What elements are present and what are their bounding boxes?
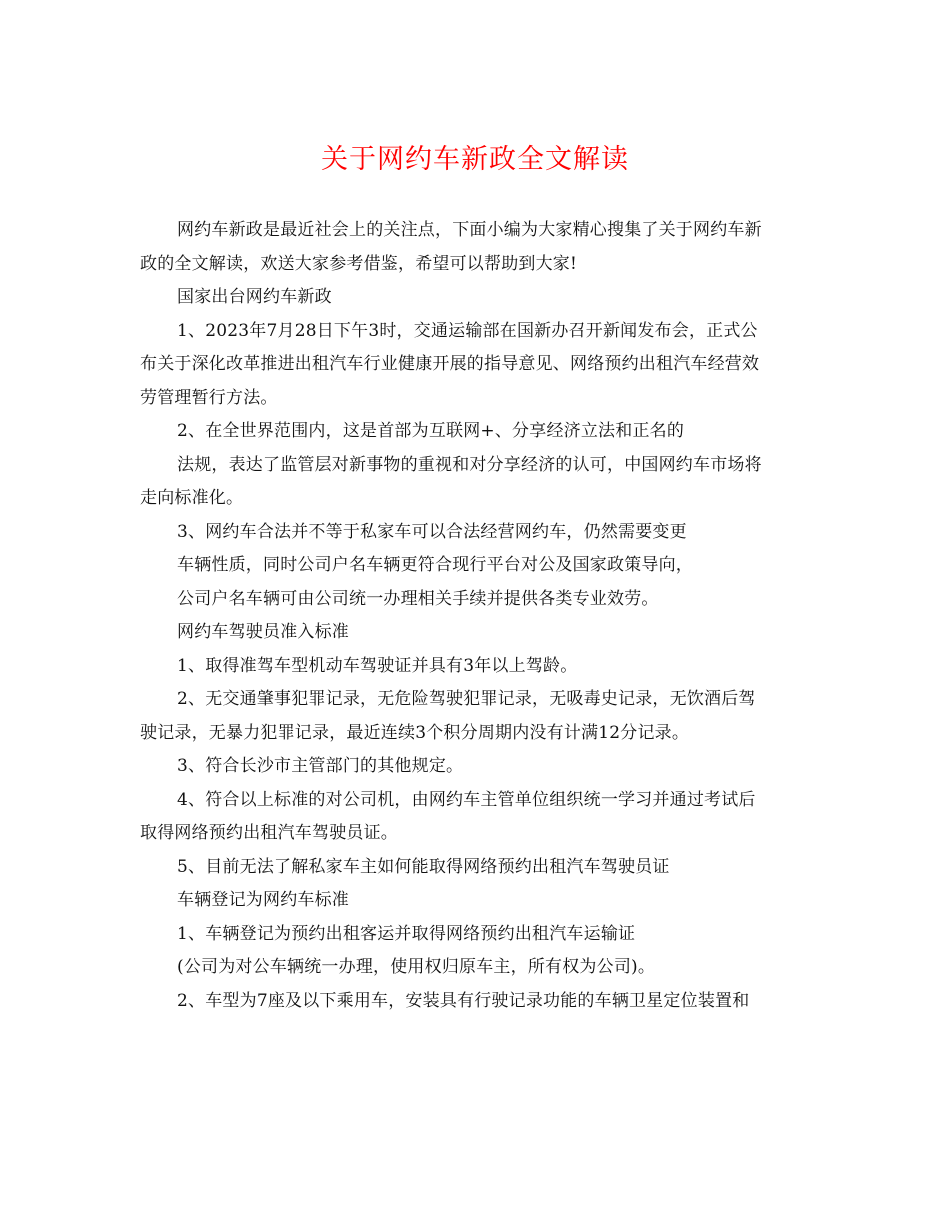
- paragraph-line: 布关于深化改革推进出租汽车行业健康开展的指导意见、网络预约出租汽车经营效: [140, 354, 760, 374]
- paragraph-line: 2、无交通肇事犯罪记录，无危险驾驶犯罪记录，无吸毒史记录，无饮酒后驾: [177, 689, 756, 709]
- paragraph-line: 2、在全世界范围内，这是首部为互联网+、分享经济立法和正名的: [177, 421, 685, 441]
- paragraph-line: 5、目前无法了解私家车主如何能取得网络预约出租汽车驾驶员证: [177, 856, 670, 877]
- paragraph-line: 3、网约车合法并不等于私家车可以合法经营网约车，仍然需要变更: [177, 521, 687, 542]
- document-title: 关于网约车新政全文解读: [321, 144, 629, 175]
- paragraph-line: 1、车辆登记为预约出租客运并取得网络预约出租汽车运输证: [177, 923, 636, 944]
- paragraph-line: 国家出台网约车新政: [177, 287, 332, 307]
- paragraph-line: 劳管理暂行方法。: [140, 387, 278, 408]
- paragraph-line: 法规，表达了监管层对新事物的重视和对分享经济的认可，中国网约车市场将: [177, 454, 762, 475]
- paragraph-line: 3、符合长沙市主管部门的其他规定。: [177, 756, 464, 776]
- paragraph-line: 网约车新政是最近社会上的关注点，下面小编为大家精心搜集了关于网约车新: [177, 220, 762, 240]
- paragraph-line: 1、取得准驾车型机动车驾驶证并具有3年以上驾龄。: [177, 655, 578, 676]
- paragraph-line: 驶记录，无暴力犯罪记录，最近连续3个积分周期内没有计满12分记录。: [140, 722, 690, 743]
- paragraph-line: (公司为对公车辆统一办理，使用权归原车主，所有权为公司)。: [177, 957, 656, 977]
- paragraph-line: 公司户名车辆可由公司统一办理相关手续并提供各类专业效劳。: [177, 588, 659, 609]
- document-body: [140, 214, 810, 1018]
- paragraph-line: 网约车驾驶员准入标准: [177, 622, 349, 642]
- paragraph-line: 1、2023年7月28日下午3时，交通运输部在国新办召开新闻发布会，正式公: [177, 320, 758, 341]
- paragraph-line: 走向标准化。: [140, 488, 244, 508]
- paragraph-line: 取得网络预约出租汽车驾驶员证。: [140, 823, 398, 843]
- paragraph-line: 2、车型为7座及以下乘用车，安装具有行驶记录功能的车辆卫星定位装置和: [177, 990, 750, 1011]
- paragraph-line: 车辆登记为网约车标准: [177, 890, 349, 910]
- paragraph-line: 政的全文解读，欢送大家参考借鉴，希望可以帮助到大家!: [140, 253, 578, 274]
- paragraph-line: 车辆性质，同时公司户名车辆更符合现行平台对公及国家政策导向，: [177, 555, 693, 575]
- paragraph-line: 4、符合以上标准的对公司机，由网约车主管单位组织统一学习并通过考试后: [177, 789, 756, 810]
